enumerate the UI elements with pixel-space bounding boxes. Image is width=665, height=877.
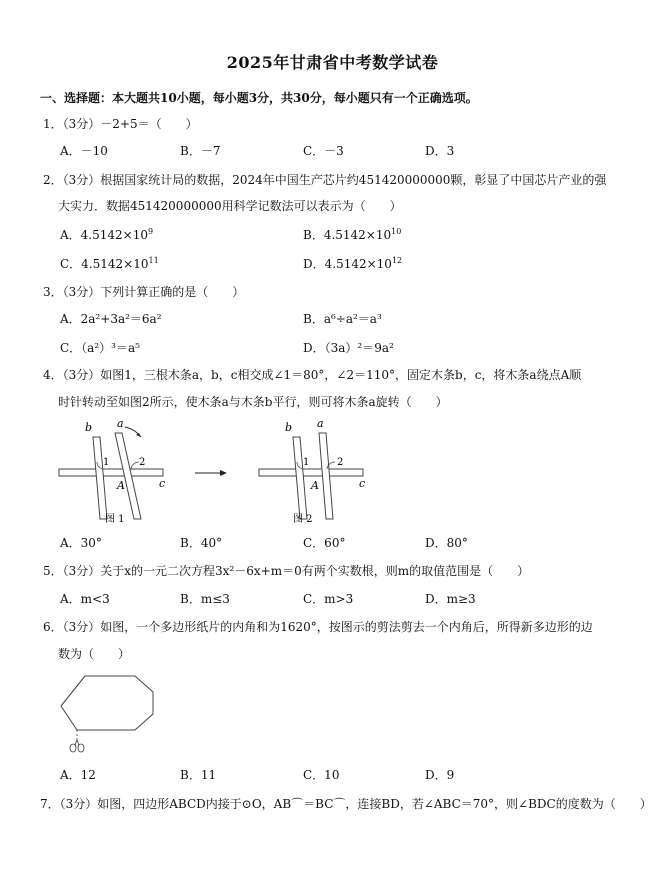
q6-option-b: B．11 [180,768,217,782]
q4-option-c: C．60° [303,536,346,550]
question-2-stem-line1: 2．（3分）根据国家统计局的数据，2024年中国生产芯片约451420000000颗，彰显了中国芯片产业的强 [43,173,607,187]
question-2-stem-line2: 大实力．数据451420000000用科学记数法可以表示为（ ） [58,199,402,213]
q5-option-b: B．m≤3 [180,592,230,606]
fig1-label-c: c [159,477,166,490]
fig1-label-angle1: 1 [103,457,110,468]
question-5-stem: 5．（3分）关于x的一元二次方程3x²－6x+m＝0有两个实数根，则m的取值范围是（ ） [43,564,530,578]
q3-option-a: A．2a²+3a²＝6a² [60,312,162,326]
fig2-label-angle1: 1 [303,457,310,468]
q5-option-a: A．m<3 [60,592,110,606]
question-1-stem: 1．（3分）－2+5＝（ ） [43,117,198,131]
figure-1 [59,417,165,525]
q6-option-c: C．10 [303,768,340,782]
fig2-label-A: A [311,479,319,492]
q2-option-d: D．$4.5142\times 10^{12}$ [303,256,403,271]
q1-option-b: B．－7 [180,144,221,158]
q5-option-c: C．m>3 [303,592,354,606]
question-6-stem-line1: 6．（3分）如图，一个多边形纸片的内角和为1620°，按图示的剪法剪去一个内角后，所得新多边形的边 [43,620,593,634]
question-3-stem: 3．（3分）下列计算正确的是（ ） [43,285,245,299]
figure-2 [259,417,365,525]
q4-option-a: A．30° [60,536,102,550]
q4-option-d: D．80° [425,536,468,550]
scissors-icon [70,740,84,752]
page-title: 2025年甘肃省中考数学试卷 [226,53,439,72]
fig2-caption: 图 2 [293,514,313,525]
fig2-label-angle2: 2 [337,457,344,468]
q2-option-c: C．$4.5142\times 10^{11}$ [60,256,159,271]
fig1-caption: 图 1 [105,514,125,525]
q1-option-a: A．－10 [60,144,108,158]
q5-option-d: D．m≥3 [425,592,476,606]
fig2-label-c: c [359,477,366,490]
fig1-label-a: a [117,417,124,430]
fig2-label-a: a [317,417,324,430]
question-4-stem-line1: 4．（3分）如图1，三根木条a，b，c相交成∠1＝80°，∠2＝110°，固定木条b，c，将木条a绕点A顺 [43,368,582,382]
section-heading: 一、选择题：本大题共10小题，每小题3分，共30分，每小题只有一个正确选项。 [40,91,478,105]
transform-arrow-icon [195,470,227,476]
q6-option-d: D．9 [425,768,455,782]
q4-option-b: B．40° [180,536,223,550]
q4-figures [55,415,375,527]
q2-option-a: A．$4.5142\times 10^9$ [60,227,154,242]
question-7-stem: 7．（3分）如图，四边形ABCD内接于⊙O，AB⌒＝BC⌒，连接BD，若∠ABC＝70°，则∠BDC的度数为（ ） [40,797,652,811]
question-6-stem-line2: 数为（ ） [58,647,131,661]
fig1-label-b: b [85,421,93,434]
q2-option-b: B．$4.5142\times 10^{10}$ [303,227,402,242]
q1-option-c: C．－3 [303,144,344,158]
q3-option-b: B．a⁶÷a²＝a³ [303,312,382,326]
q6-polygon-figure [55,668,165,758]
q6-option-a: A．12 [60,768,96,782]
q1-option-d: D．3 [425,144,455,158]
question-4-stem-line2: 时针转动至如图2所示，使木条a与木条b平行，则可将木条a旋转（ ） [58,395,448,409]
q3-option-d: D．（3a）²＝9a² [303,341,394,355]
fig1-label-A: A [117,479,125,492]
fig1-label-angle2: 2 [139,457,146,468]
fig2-label-b: b [285,421,293,434]
q3-option-c: C．（a²）³＝a⁵ [60,341,140,355]
